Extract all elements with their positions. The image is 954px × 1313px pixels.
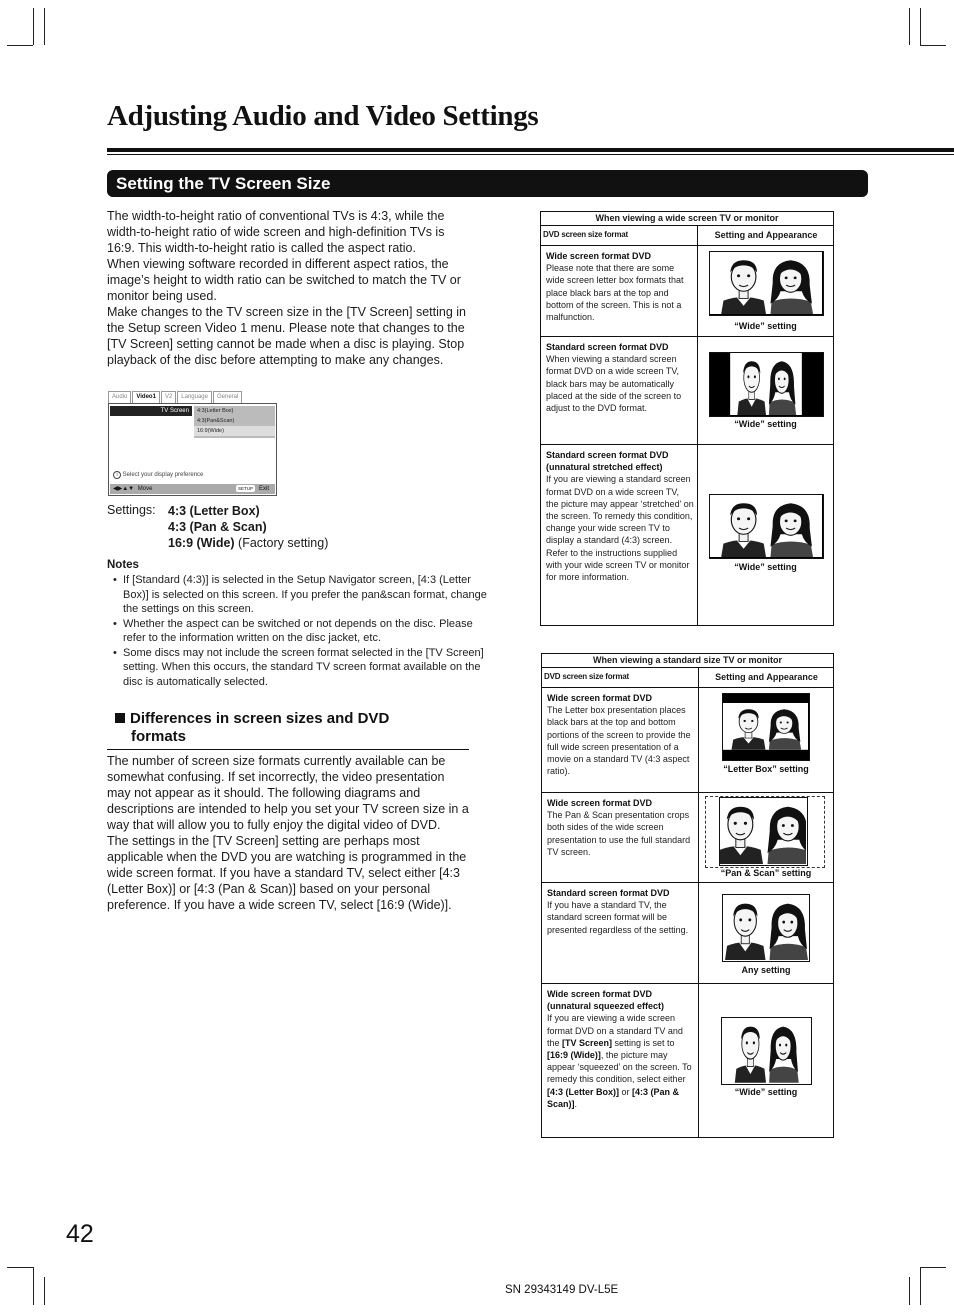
setup-frame [108, 403, 277, 496]
row-heading: Standard screen format DVD [546, 450, 669, 460]
crop-mark [920, 8, 921, 45]
crop-mark [44, 1277, 45, 1305]
row-text: The Pan & Scan presentation crops both sides of the wide screen presentation to use the full standard TV screen. [547, 810, 691, 857]
crop-mark [920, 1267, 921, 1305]
setting-wide [168, 535, 328, 551]
crop-mark [920, 45, 946, 46]
crop-mark [7, 45, 33, 46]
crop-mark [909, 1277, 910, 1305]
arrow-keys-icon: ◀▶▲▼ [113, 486, 135, 492]
setup-screen-illustration [108, 391, 277, 496]
page-title: Adjusting Audio and Video Settings [107, 100, 539, 132]
differences-heading: Differences in screen sizes and DVD formats [115, 710, 469, 746]
settings-label: Settings: [107, 503, 156, 517]
crop-mark [909, 8, 910, 45]
row-heading: Standard screen format DVD [547, 888, 670, 898]
setting-letter-box: 4:3 (Letter Box) [168, 504, 260, 518]
note-item: • Some discs may not include the screen format selected in the [TV Screen] setting. When this occurs, the standard TV screen format available on the disc is automatically selected. [113, 646, 484, 688]
tv-illustration [721, 1017, 812, 1085]
row-caption: “Wide” setting [734, 1087, 798, 1097]
section-heading: Setting the TV Screen Size [107, 170, 868, 197]
table-header [541, 226, 833, 246]
note-item: • Whether the aspect can be switched or not depends on the disc. Please refer to the information written on the disc jacket, etc. [113, 617, 473, 644]
row-caption: “Wide” setting [734, 419, 797, 429]
table-title: When viewing a standard size TV or monitor [542, 654, 833, 668]
row-heading: Wide screen format DVD [547, 989, 652, 999]
setting-wide-value: 16:9 (Wide) [168, 536, 235, 550]
tv-screen-item: TV Screen [110, 406, 192, 416]
row-text: Please note that there are some wide screen letter box formats that place black bars at the top and bottom of the screen. This is not a malfunction. [546, 263, 684, 323]
note-item: • If [Standard (4:3)] is selected in the Setup Navigator screen, [4:3 (Letter Box)] is selected on this screen. If you prefer the pan&scan format, change the settings on this screen. [113, 574, 487, 615]
title-rule [107, 148, 954, 152]
row-caption: “Pan & Scan” setting [720, 868, 812, 878]
tv-illustration [709, 251, 824, 316]
row-subheading: (unnatural squeezed effect) [547, 1001, 665, 1012]
setting-pan-scan: 4:3 (Pan & Scan) [168, 520, 267, 534]
setup-tabs [108, 391, 243, 403]
row-heading: Standard screen format DVD [546, 342, 669, 352]
tab-language: Language [177, 391, 212, 403]
col-setting: Setting and Appearance [714, 230, 818, 240]
row-text: If you have a standard TV, the standard screen format will be presented regardless of the setting. [547, 900, 689, 935]
option-letter-box: 4:3(Letter Box) [197, 408, 234, 414]
row-text: If you are viewing a standard screen format DVD on a wide screen TV, the picture may appear ‘stretched’ on the screen. To remedy this condition, change your wide screen TV to display a standard (4:3) screen. Refer to the instructions supplied with your wide screen TV or monitor for more information. [546, 474, 694, 583]
col-format: DVD screen size format [543, 230, 628, 239]
intro-paragraph: When viewing software recorded in different aspect ratios, the image’s height to width ratio can be switched to match the TV or monitor being used. [107, 257, 461, 303]
table-row [541, 445, 833, 625]
table-header [542, 668, 833, 688]
table-row [541, 246, 833, 337]
table-row: Wide screen format DVD (unnatural squeezed effect) If you are viewing a wide screen format DVD on a standard TV and the [TV Screen] setting is set to [16:9 (Wide)], the picture may appear ‘squeezed’ on the screen. To remedy this condition, select either [4:3 (Letter Box)] or [4:3 (Pan & Scan)]. “Wide” setting [542, 984, 833, 1137]
intro-paragraph: Make changes to the TV screen size in the [TV Screen] setting in the Setup screen Video 1 menu. Please note that changes to the [TV Screen] setting cannot be made when a disc is playing. Stop playback of the disc before attempting to make any changes. [107, 305, 466, 367]
move-label: Move [137, 486, 153, 492]
tab-v2: V2 [161, 391, 176, 403]
row-caption: “Letter Box” setting [723, 764, 809, 774]
wide-tv-table [540, 211, 834, 626]
crop-mark [920, 1267, 946, 1268]
standard-tv-table [541, 653, 834, 1138]
option-wide: 16:9(Wide) [194, 426, 275, 436]
table-row [542, 793, 833, 883]
tab-audio: Audio [108, 391, 131, 403]
tv-illustration [722, 693, 810, 761]
tab-video1: Video1 [132, 391, 160, 403]
info-icon: i [113, 471, 121, 479]
table-title: When viewing a wide screen TV or monitor [541, 212, 833, 226]
row-heading: Wide screen format DVD [546, 251, 651, 261]
tv-illustration [722, 894, 810, 962]
tab-general: General [213, 391, 242, 403]
row-caption: “Wide” setting [734, 321, 797, 331]
differences-paragraph: The number of screen size formats currently available can be somewhat confusing. If set incorrectly, the video presentation may not appear as it should. The following diagrams and descriptions are intended to help you set your TV screen size in a way that will allow you to fully enjoy the digital video of DVD. [107, 754, 469, 832]
row-heading: Wide screen format DVD [547, 798, 652, 808]
exit-label: Exit [259, 486, 270, 492]
table-row [542, 883, 833, 984]
page-number: 42 [66, 1220, 94, 1248]
info-line [113, 471, 203, 479]
table-row [541, 337, 833, 445]
square-bullet-icon [115, 713, 125, 723]
setup-key: SETUP [238, 486, 254, 491]
tv-illustration [719, 797, 808, 866]
differences-paragraph: The settings in the [TV Screen] setting are perhaps most applicable when the DVD you are watching is programmed in the wide screen format. If you have a standard TV, select either [4:3 (Letter Box)] or [4:3 (Pan & Scan)] based on your personal preference. If you have a wide screen TV, select [16:9 (Wide)]. [107, 834, 467, 912]
intro-paragraph: The width-to-height ratio of conventional TVs is 4:3, while the width-to-height ratio of wide screen and high-definition TVs is 16:9. This width-to-height ratio is called the aspect ratio. [107, 209, 445, 255]
footer-code: SN 29343149 DV-L5E [505, 1284, 619, 1296]
info-text: Select your display preference [122, 472, 204, 478]
tv-illustration [709, 352, 824, 417]
table-row [542, 688, 833, 793]
title-rule-thin [107, 154, 954, 155]
row-caption: Any setting [741, 965, 791, 975]
notes-title: Notes [107, 559, 139, 571]
differences-text [107, 753, 471, 913]
row-text: The Letter box presentation places black bars at the top and bottom portions of the screen to provide the full wide screen presentation of a movie on a standard TV (4:3 aspect ratio). [547, 705, 691, 777]
col-setting: Setting and Appearance [715, 672, 818, 682]
row-subheading: (unnatural stretched effect) [546, 462, 663, 473]
crop-mark [7, 1267, 33, 1268]
subheading-rule [107, 749, 469, 750]
setup-footer [110, 484, 275, 494]
factory-setting-note: (Factory setting) [234, 536, 329, 550]
crop-mark [44, 8, 45, 45]
tv-illustration [709, 494, 824, 559]
row-text: When viewing a standard screen format DVD on a wide screen TV, black bars may be automatically placed at the side of the screen to adjust to the DVD format. [546, 354, 682, 414]
tv-screen-options [194, 406, 275, 438]
notes-list [107, 573, 487, 689]
col-format: DVD screen size format [544, 672, 629, 681]
row-heading: Wide screen format DVD [547, 693, 652, 703]
crop-mark [33, 8, 34, 45]
option-pan-scan: 4:3(Pan&Scan) [197, 418, 235, 424]
row-caption: “Wide” setting [734, 562, 797, 572]
intro-text [107, 208, 471, 368]
crop-mark [33, 1267, 34, 1305]
settings-values [168, 503, 328, 551]
